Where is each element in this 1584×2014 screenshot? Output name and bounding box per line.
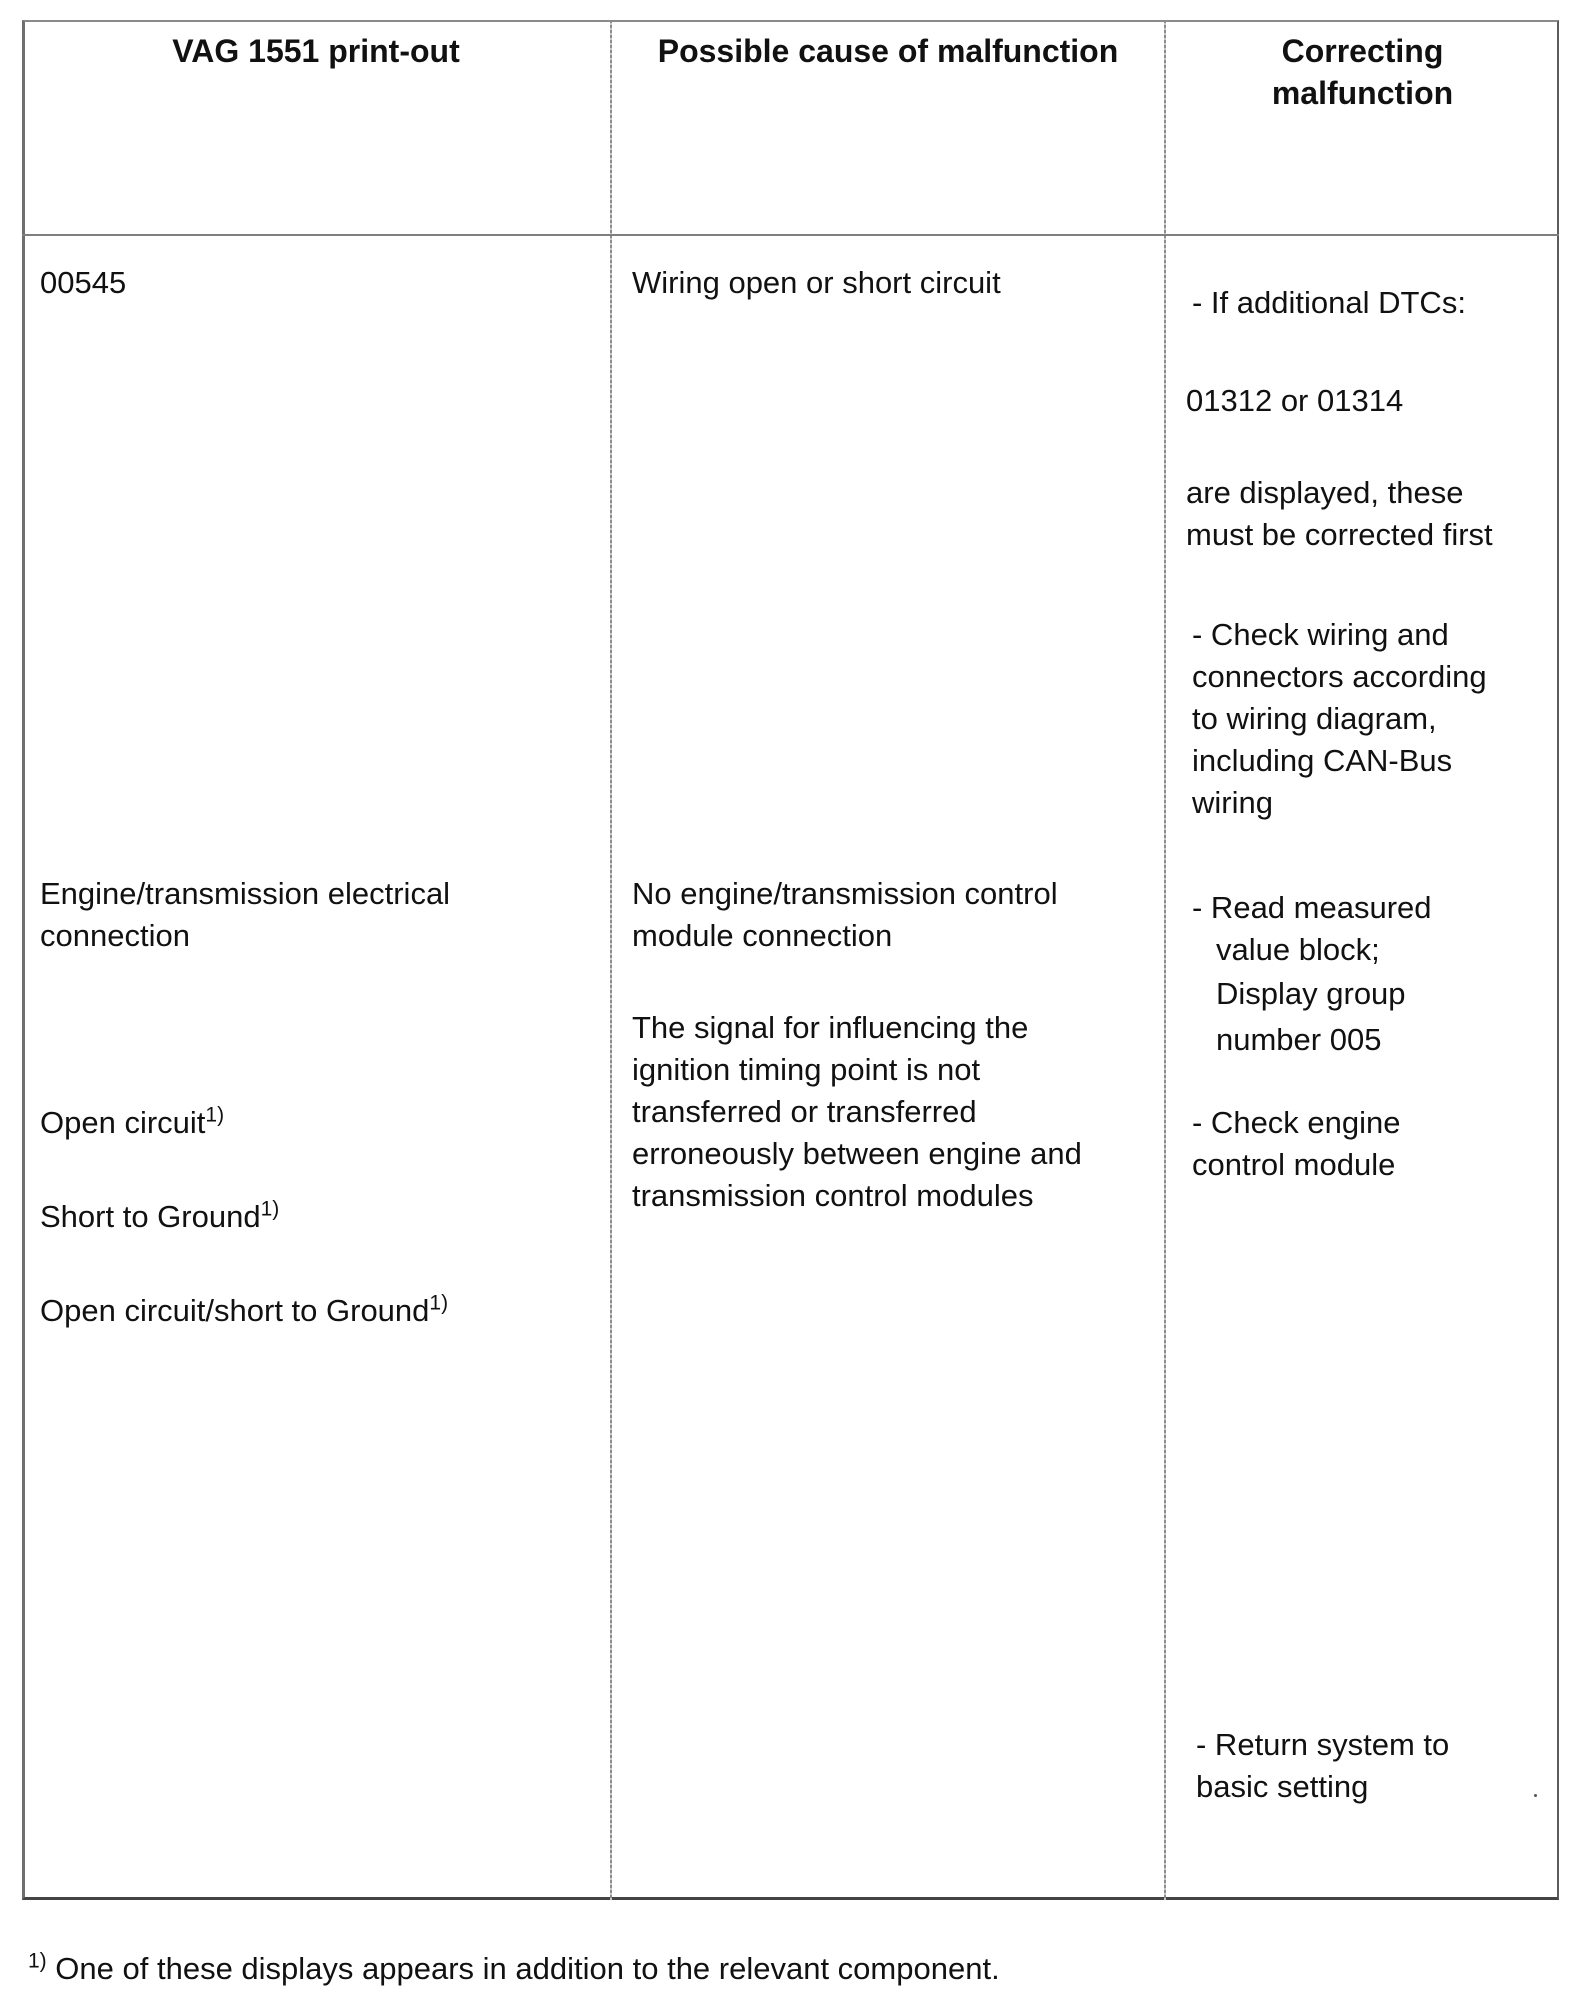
- footnote-text: One of these displays appears in addition to the relevant component.: [46, 1951, 1000, 1986]
- cause-signal-line4: erroneously between engine and: [632, 1136, 1082, 1171]
- fix-dtc-codes: 01312 or 01314: [1186, 383, 1404, 418]
- cause-no-connection-line1: No engine/transmission control: [632, 876, 1058, 911]
- column-divider-2: [1164, 20, 1166, 1900]
- cause-signal-line5: transmission control modules: [632, 1178, 1034, 1213]
- display-short-to-ground-text: Short to Ground: [40, 1199, 261, 1234]
- component-name-line2: connection: [40, 918, 190, 953]
- footnote-mark: 1): [28, 1949, 47, 1973]
- fix-check-engine-line2: control module: [1192, 1147, 1396, 1182]
- display-open-or-short-text: Open circuit/short to Ground: [40, 1293, 430, 1328]
- fix-additional-dtcs: - If additional DTCs:: [1192, 285, 1466, 320]
- header-correcting-line1: Correcting: [1281, 33, 1444, 69]
- fix-displayed-line2: must be corrected first: [1186, 517, 1493, 552]
- fix-check-wiring-line4: including CAN-Bus: [1192, 743, 1453, 778]
- fix-check-wiring-line5: wiring: [1192, 785, 1273, 820]
- fix-check-wiring-line3: to wiring diagram,: [1192, 701, 1437, 736]
- fix-read-measured-line2: value block;: [1216, 932, 1380, 967]
- fix-read-measured-line3: Display group: [1216, 976, 1406, 1011]
- header-possible-cause: Possible cause of malfunction: [657, 33, 1119, 69]
- fix-return-system-line1: - Return system to: [1196, 1727, 1450, 1762]
- cause-signal-line3: transferred or transferred: [632, 1094, 977, 1129]
- fix-read-measured-line1: - Read measured: [1192, 890, 1432, 925]
- scan-speck: [1534, 1794, 1537, 1797]
- footnote-ref: 1): [205, 1103, 225, 1127]
- footnote: [28, 1948, 1000, 1990]
- header-vag-printout: VAG 1551 print-out: [172, 33, 460, 69]
- header-divider: [22, 234, 1559, 236]
- fix-return-system-line2: basic setting: [1196, 1769, 1369, 1804]
- fix-check-engine-line1: - Check engine: [1192, 1105, 1401, 1140]
- column-divider-1: [610, 20, 612, 1900]
- fix-check-wiring-line2: connectors according: [1192, 659, 1487, 694]
- header-correcting-line2: malfunction: [1271, 75, 1454, 111]
- display-open-circuit-text: Open circuit: [40, 1105, 206, 1140]
- cause-no-connection-line2: module connection: [632, 918, 893, 953]
- header-correcting-malfunction: [1166, 30, 1559, 114]
- fault-code: 00545: [40, 265, 127, 300]
- component-name-line1: Engine/transmission electrical: [40, 876, 451, 911]
- fix-check-wiring-line1: - Check wiring and: [1192, 617, 1449, 652]
- cause-wiring: Wiring open or short circuit: [632, 265, 1001, 300]
- footnote-ref: 1): [260, 1197, 280, 1221]
- footnote-ref: 1): [429, 1291, 449, 1315]
- display-open-circuit: [40, 1102, 224, 1144]
- display-short-to-ground: [40, 1196, 279, 1238]
- cause-signal-line1: The signal for influencing the: [632, 1010, 1029, 1045]
- cause-signal-line2: ignition timing point is not: [632, 1052, 981, 1087]
- fix-read-measured-line4: number 005: [1216, 1022, 1382, 1057]
- display-open-or-short: [40, 1290, 448, 1332]
- fix-displayed-line1: are displayed, these: [1186, 475, 1464, 510]
